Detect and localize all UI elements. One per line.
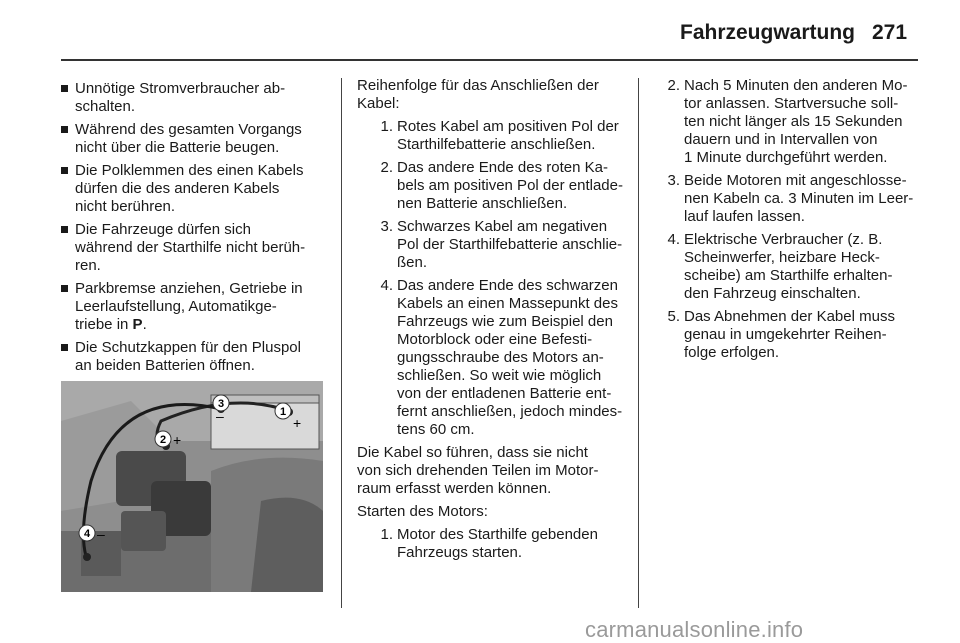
watermark: carmanualsonline.info: [585, 617, 804, 642]
svg-text:1: 1: [279, 406, 287, 418]
column-3: [658, 77, 948, 367]
step-item: 4. Das andere Ende des schwarzen Kabels an einen Massepunkt des Fahrzeugs wie zum Beispiel den Motorblock oder eine Befesti- gungsschraube des Motors an- schließen. So weit wie möglich von der entladenen Batterie ent- fernt anschließen, jedoch mindes- tens 60 cm.: [380, 277, 623, 438]
svg-text:4: 4: [83, 528, 91, 540]
bullet-item: Die Polklemmen des einen Kabels dürfen die des anderen Kabels nicht berühren.: [61, 162, 336, 216]
step-item: 1. Rotes Kabel am positiven Pol der Starthilfebatterie anschließen.: [380, 118, 619, 153]
step-item: 2. Das andere Ende des roten Ka- bels am positiven Pol der entlade- nen Batterie anschließen.: [380, 159, 623, 212]
page-number: 271: [872, 21, 908, 44]
label-2: [155, 431, 181, 448]
cable-routing-paragraph: Die Kabel so führen, dass sie nicht von sich drehenden Teilen im Motor- raum erfasst werden können.: [357, 444, 599, 497]
svg-text:+: +: [293, 415, 302, 431]
column-divider-1: [341, 78, 342, 608]
engine-bay-image: [61, 381, 323, 592]
step-item: 4. Elektrische Verbraucher (z. B. Scheinwerfer, heizbare Heck- scheibe) am Starthilfe erhalten- den Fahrzeug einschalten.: [667, 231, 893, 302]
step-item: 3. Schwarzes Kabel am negativen Pol der Starthilfebatterie anschlie- ßen.: [380, 218, 623, 271]
bullet-item: Die Schutzkappen für den Pluspol an beiden Batterien öffnen.: [61, 339, 336, 375]
label-4: [79, 525, 105, 542]
svg-text:–: –: [97, 526, 105, 542]
column-2: [357, 77, 633, 567]
bullet-item: Parkbremse anziehen, Getriebe in Leerlaufstellung, Automatikge- triebe in P.: [61, 280, 336, 334]
step-item: 2. Nach 5 Minuten den anderen Mo- tor anlassen. Startversuche soll- ten nicht länger als 15 Sekunden dauern und in Intervallen von 1 Minute durchgeführt werden.: [667, 77, 908, 166]
bullet-item: Unnötige Stromverbraucher ab- schalten.: [61, 80, 336, 116]
header-rule: [61, 59, 918, 61]
start-steps: [371, 526, 633, 562]
bold-gear-letter: P: [132, 316, 143, 333]
page-title: Fahrzeugwartung: [680, 21, 856, 44]
jump-start-illustration: [61, 381, 323, 592]
step-item: 5. Das Abnehmen der Kabel muss genau in umgekehrter Reihen- folge erfolgen.: [667, 308, 895, 361]
step-item: 1. Motor des Starthilfe gebenden Fahrzeugs starten.: [380, 526, 598, 561]
column-divider-2: [638, 78, 639, 608]
column-1: [61, 80, 336, 380]
svg-text:2: 2: [159, 434, 167, 446]
bullet-item: Die Fahrzeuge dürfen sich während der Starthilfe nicht berüh- ren.: [61, 221, 336, 275]
bullet-item: Während des gesamten Vorgangs nicht über die Batterie beugen.: [61, 121, 336, 157]
procedure-intro: Reihenfolge für das Anschließen der Kabel:: [357, 77, 599, 112]
step-item: 3. Beide Motoren mit angeschlosse- nen Kabeln ca. 3 Minuten im Leer- lauf laufen lassen.: [667, 172, 914, 225]
svg-text:+: +: [173, 432, 182, 448]
start-intro: Starten des Motors:: [357, 503, 488, 520]
svg-text:3: 3: [217, 398, 225, 410]
svg-text:–: –: [216, 408, 224, 424]
connection-steps: [371, 118, 633, 439]
